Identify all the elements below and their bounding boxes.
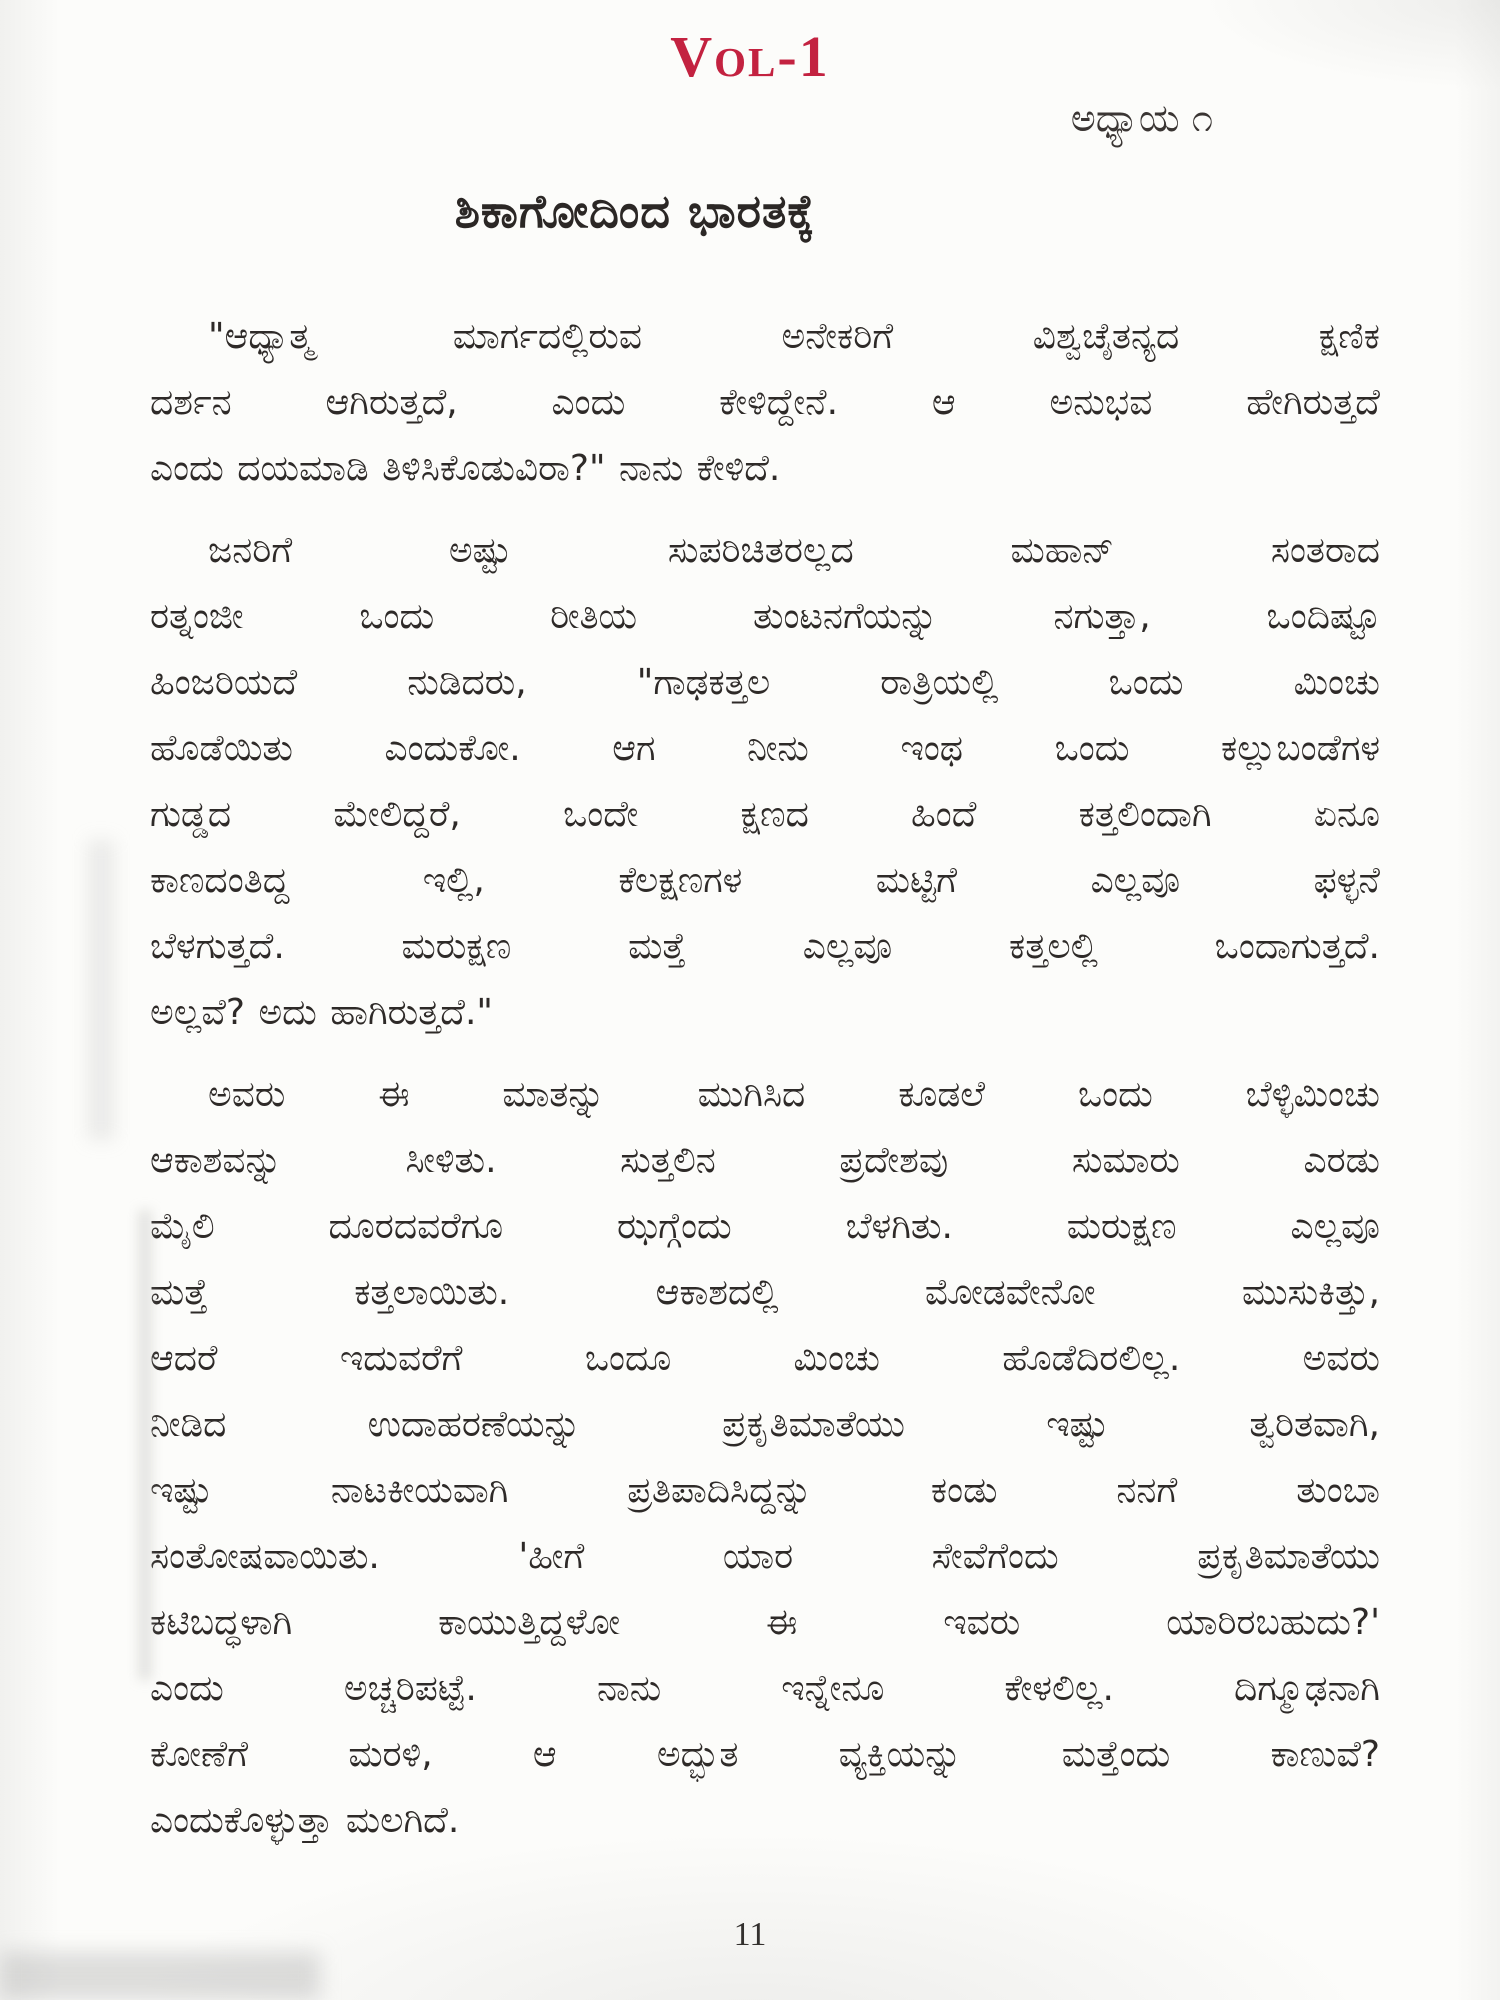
text-line: ಎಂದು ಅಚ್ಚರಿಪಟ್ಟೆ. ನಾನು ಇನ್ನೇನೂ ಕೇಳಲಿಲ್ಲ. ದಿಗ್ಮೂಢನಾಗಿ bbox=[150, 1668, 1380, 1709]
text-line: "ಆಧ್ಯಾತ್ಮ ಮಾರ್ಗದಲ್ಲಿರುವ ಅನೇಕರಿಗೆ ವಿಶ್ವಚೈತನ್ಯದ ಕ್ಷಣಿಕ bbox=[208, 316, 1380, 357]
text-line: ಬೆಳಗುತ್ತದೆ. ಮರುಕ್ಷಣ ಮತ್ತೆ ಎಲ್ಲವೂ ಕತ್ತಲಲ್ಲಿ ಒಂದಾಗುತ್ತದೆ. bbox=[150, 926, 1380, 967]
text-line: ಕೋಣೆಗೆ ಮರಳಿ, ಆ ಅದ್ಭುತ ವ್ಯಕ್ತಿಯನ್ನು ಮತ್ತೆಂದು ಕಾಣುವೆ? bbox=[150, 1734, 1380, 1775]
text-line: ಹೊಡೆಯಿತು ಎಂದುಕೋ. ಆಗ ನೀನು ಇಂಥ ಒಂದು ಕಲ್ಲುಬಂಡೆಗಳ bbox=[150, 728, 1380, 769]
text-line: ದರ್ಶನ ಆಗಿರುತ್ತದೆ, ಎಂದು ಕೇಳಿದ್ದೇನೆ. ಆ ಅನುಭವ ಹೇಗಿರುತ್ತದೆ bbox=[150, 382, 1380, 423]
volume-label: Vol-1 bbox=[670, 24, 830, 89]
scan-artifact bbox=[88, 840, 114, 1140]
text-line: ಸಂತೋಷವಾಯಿತು. 'ಹೀಗೆ ಯಾರ ಸೇವೆಗೆಂದು ಪ್ರಕೃತಿಮಾತೆಯು bbox=[150, 1536, 1380, 1577]
text-line: ಹಿಂಜರಿಯದೆ ನುಡಿದರು, "ಗಾಢಕತ್ತಲ ರಾತ್ರಿಯಲ್ಲಿ ಒಂದು ಮಿಂಚು bbox=[150, 662, 1380, 703]
text-line: ಎಂದುಕೊಳ್ಳುತ್ತಾ ಮಲಗಿದೆ. bbox=[150, 1800, 460, 1841]
text-line: ನೀಡಿದ ಉದಾಹರಣೆಯನ್ನು ಪ್ರಕೃತಿಮಾತೆಯು ಇಷ್ಟು ತ್ವರಿತವಾಗಿ, bbox=[150, 1404, 1380, 1445]
text-line: ಎಂದು ದಯಮಾಡಿ ತಿಳಿಸಿಕೊಡುವಿರಾ?" ನಾನು ಕೇಳಿದೆ. bbox=[150, 448, 781, 489]
page-number: 11 bbox=[733, 1916, 767, 1953]
chapter-heading: ಅಧ್ಯಾಯ ೧ bbox=[1070, 96, 1213, 140]
paragraph-2 bbox=[150, 518, 1380, 1046]
paragraph-3 bbox=[150, 1062, 1380, 1854]
body-text bbox=[150, 304, 1380, 1854]
paragraph-1 bbox=[150, 304, 1380, 502]
scan-artifact bbox=[0, 1952, 320, 2000]
text-line: ಇಷ್ಟು ನಾಟಕೀಯವಾಗಿ ಪ್ರತಿಪಾದಿಸಿದ್ದನ್ನು ಕಂಡು ನನಗೆ ತುಂಬಾ bbox=[150, 1470, 1380, 1511]
text-line: ರತ್ನಂಜೀ ಒಂದು ರೀತಿಯ ತುಂಟನಗೆಯನ್ನು ನಗುತ್ತಾ, ಒಂದಿಷ್ಟೂ bbox=[150, 596, 1380, 637]
text-line: ಕಟಿಬದ್ಧಳಾಗಿ ಕಾಯುತ್ತಿದ್ದಳೋ ಈ ಇವರು ಯಾರಿರಬಹುದು?' bbox=[150, 1602, 1380, 1643]
chapter-title: ಶಿಕಾಗೋದಿಂದ ಭಾರತಕ್ಕೆ bbox=[454, 184, 816, 238]
text-line: ಮೈಲಿ ದೂರದವರೆಗೂ ಝಗ್ಗೆಂದು ಬೆಳಗಿತು. ಮರುಕ್ಷಣ ಎಲ್ಲವೂ bbox=[150, 1206, 1380, 1247]
text-line: ಗುಡ್ಡದ ಮೇಲಿದ್ದರೆ, ಒಂದೇ ಕ್ಷಣದ ಹಿಂದೆ ಕತ್ತಲಿಂದಾಗಿ ಏನೂ bbox=[150, 794, 1380, 835]
text-line: ಮತ್ತೆ ಕತ್ತಲಾಯಿತು. ಆಕಾಶದಲ್ಲಿ ಮೋಡವೇನೋ ಮುಸುಕಿತ್ತು, bbox=[150, 1272, 1380, 1313]
text-line: ಅವರು ಈ ಮಾತನ್ನು ಮುಗಿಸಿದ ಕೂಡಲೆ ಒಂದು ಬೆಳ್ಳಿಮಿಂಚು bbox=[208, 1074, 1380, 1115]
text-line: ಕಾಣದಂತಿದ್ದ ಇಲ್ಲಿ, ಕೆಲಕ್ಷಣಗಳ ಮಟ್ಟಿಗೆ ಎಲ್ಲವೂ ಫಳ್ಳನೆ bbox=[150, 860, 1380, 901]
text-line: ಆದರೆ ಇದುವರೆಗೆ ಒಂದೂ ಮಿಂಚು ಹೊಡೆದಿರಲಿಲ್ಲ. ಅವರು bbox=[150, 1338, 1380, 1379]
text-line: ಅಲ್ಲವೆ? ಅದು ಹಾಗಿರುತ್ತದೆ." bbox=[150, 992, 493, 1033]
text-line: ಆಕಾಶವನ್ನು ಸೀಳಿತು. ಸುತ್ತಲಿನ ಪ್ರದೇಶವು ಸುಮಾರು ಎರಡು bbox=[150, 1140, 1380, 1181]
text-line: ಜನರಿಗೆ ಅಷ್ಟು ಸುಪರಿಚಿತರಲ್ಲದ ಮಹಾನ್ ಸಂತರಾದ bbox=[208, 530, 1380, 571]
